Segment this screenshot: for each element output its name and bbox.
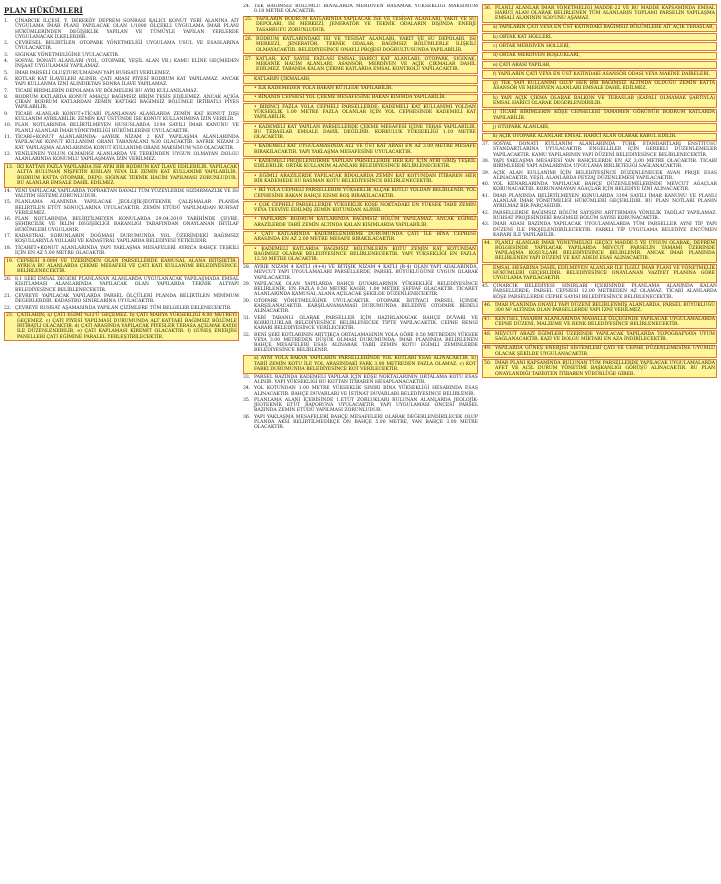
plan-note-number: 12.	[4, 151, 12, 157]
plan-note-text: ÇEVREYE RUHSAT AŞAMASINDA YAPILAN ÇİZİMLERE TÜM BELGELER EKLENECEKTİR.	[15, 305, 232, 311]
plan-note-item	[243, 4, 478, 15]
plan-note-text: e) ÇATI ARASI YAPILAR,	[493, 62, 551, 68]
plan-note-text: PLANLI ALANLAR İMAR YÖNETMELİĞİ MADDE-22 VE BU MADDE KAPSAMINDA EMSAL HARİCİ ALAN OLARAK BELİRLENEN TÜM ALANLARIN TOPLAMI PARSELİN YAPILAŞMA EMSALİ ALANININ %30'UNU AŞAMAZ.	[495, 5, 715, 22]
plan-note-text: İMAR PARSELİ OLUŞTURULMADAN YAPI RUHSATI VERİLEMEZ.	[15, 70, 171, 76]
plan-note-text: PLAN NOTLARINDA BELİRTİLMEYEN KONULARDA 29.04.2019 TARİHİNDE ÇEVRE, ŞEHİRCİLİK VE İKLİM DEĞİŞİKLİĞİ BAKANLIĞI TARAFINDAN ONAYLANAN İHTİLAF HÜKÜMLERİ UYGULANIR.	[15, 217, 239, 233]
plan-note-number: 21.	[4, 293, 12, 299]
plan-note-number: 23.	[6, 313, 14, 319]
plan-note-item	[243, 16, 478, 35]
plan-note-text: PLANLAMA ALANINDA YAPILACAK JEOLOJİK-JEOTEKNİK ÇALIŞMALAR PLANDA BELİRTİLEN ETÜT SONUÇLARINA UYULACAKTIR. ZEMİN ETÜDÜ YAPILMADAN RUHSAT VERİLEMEZ.	[15, 200, 239, 216]
plan-note-item	[4, 277, 239, 293]
plan-note-item	[243, 231, 478, 245]
plan-note-text: ÇATILARIN; a) ÇATI EĞİMİ %33'Ü GEÇEMEZ. b) ÇATI MAHYA YÜKSEKLİĞİ 4.00 METREYİ GEÇEMEZ. c) ÇATI PİYESİ YAPILMASI DURUMUNDA ALT KATTAKİ BAĞIMSIZ BÖLÜMLE İRTİBATLI OLACAKTIR. d) ÇATI ARASINDA YAPILACAK PİYESLER TERASA AÇILMAK KAYDI İLE DÜZENLENEBİLİR. e) ÇATI KAPLAMASI KİREMİT OLACAKTIR. f) GÜNEŞ ENERJİSİ PANELLERİ ÇATI EĞİMİNE PARALEL YERLEŞTİRİLECEKTİR.	[17, 313, 237, 340]
plan-note-item	[243, 355, 478, 374]
plan-note-text: SOSYAL DONATI ALANLARI (YOL, OTOPARK, YEŞİL ALAN VB.) KAMU ELİNE GEÇMEDEN İNŞAAT UYGULAMASI YAPILAMAZ.	[15, 59, 239, 70]
plan-note-number: 20.	[4, 277, 12, 283]
plan-note-number: 24.	[243, 4, 251, 9]
plan-note-item	[243, 216, 478, 230]
plan-note-text: İMAR ADASI BAZINDA YAPILACAK UYGULAMALARDA TÜM PARSELLER AYNI TİP YAPI DÜZENİ İLE PROJELENDİRİLECEKTİR. FARKLI TİP UYGULAMA BELEDİYE ENCÜMEN KARARI İLE YAPILABİLİR.	[493, 222, 717, 238]
plan-note-text: KOTLAR KAT İLAVELERİ ALINIR. ÇATI ARASI PİYESİ BODRUM KAT YAPILAMAZ. ANCAK YAPI KULLANMA İZNİ ALINDIKTAN SONRA İLAVE YAPILAMAZ.	[15, 76, 239, 88]
plan-note-item	[4, 200, 239, 216]
plan-note-item	[482, 359, 717, 378]
plan-note-item	[243, 123, 478, 142]
plan-note-number: 6.	[4, 76, 9, 82]
plan-note-number: 14.	[4, 188, 12, 194]
plan-note-item	[482, 80, 717, 94]
plan-note-item	[243, 375, 478, 386]
plan-note-item	[243, 398, 478, 414]
plan-note-item	[4, 306, 239, 311]
plan-note-text: SIĞINAK YÖNETMELİĞİNE UYULACAKTIR.	[15, 52, 120, 58]
plan-note-item	[243, 35, 478, 54]
plan-note-item	[4, 77, 239, 88]
plan-note-text: YENİ YAPILACAK YAPILARDA TOPRAKTAN DAVALI TÜM YÜZEYLERDE SIZDIRMAZLIK VE ISI YALITIM SİSTEMİ ZORUNLUDUR.	[15, 188, 239, 199]
plan-note-item	[482, 159, 717, 170]
plan-note-number: 4.	[4, 59, 9, 65]
plan-note-text: b) ORTAK KAT HOLLERİ,	[493, 34, 553, 40]
plan-note-text: d) ORTAK MERDİVEN BOŞLUKLARI,	[493, 53, 581, 59]
plan-note-number: 13.	[6, 164, 14, 170]
plan-note-text: • İLK KADEMEDEN YOLA BAKAN KÜTLEDE YAPILABİLİR.	[254, 86, 393, 92]
plan-note-item	[243, 316, 478, 332]
plan-note-item	[243, 265, 478, 281]
plan-note-number: 15.	[4, 200, 12, 206]
plan-note-text: TİCARET+KONUT ALANLARINDA YAPI YAKLAŞMA MESAFELERİ AYRICA BAHÇE TEŞKİLİ İÇİN EN AZ 5.00 METRE OLACAKTIR.	[15, 245, 239, 256]
plan-note-number: 7.	[4, 88, 9, 94]
plan-note-item	[4, 246, 239, 257]
plan-note-text: KATLAR: KAT SAYISI FAZLASI EMSAL HARİCİ KAT ALANLARI; OTOPARK, SIĞINAK, MEKANİK HACİM ALANLARI, ASANSÖR, MERDİVEN VE AÇIK ÇIKMALAR DAHİL EDİLMEZ. TABANDA KALAN ÇEKME KATLARDA EMSAL KONTROLÜ YAPILACAKTIR.	[256, 56, 476, 73]
plan-note-number: 38.	[482, 158, 490, 164]
plan-note-number: 43.	[482, 222, 490, 228]
plan-note-item	[482, 94, 717, 108]
plan-note-number: 28.	[243, 264, 251, 270]
plan-note-item	[4, 59, 239, 70]
plan-note-item	[482, 239, 717, 263]
plan-note-item	[243, 172, 478, 186]
plan-note-number: 39.	[482, 170, 490, 176]
plan-note-text: c) ORTAK MERDİVEN HOLLERİ,	[493, 43, 571, 49]
plan-note-text: EMSAL HESABINA DAHİL EDİLMEYEN ALANLAR İLE İLGİLİ İMAR PLANI VE YÖNETMELİK HÜKÜMLERİ GEÇERLİDİR. BELEDİYESİNCE ONAYLANAN VAZİYET PLANINA GÖRE UYGULAMA YAPILACAKTIR.	[493, 265, 715, 282]
plan-note-item	[482, 316, 717, 330]
plan-note-item	[243, 75, 478, 83]
plan-note-item	[243, 282, 478, 298]
plan-note-number: 17.	[4, 233, 12, 239]
plan-note-text: KATLARIN ÇIKMALARI;	[254, 76, 311, 82]
document-title: PLAN HÜKÜMLERİ	[4, 6, 84, 15]
plan-note-text: YOL KOTUNDAN 1.00 METRE YÜKSEKLİK SINIRI BİNA YÜKSEKLİĞİ HESABINDA ESAS ALINACAKTIR. BAHÇE DUVARLARI VE İSTİNAT DUVARLARI BELEDİYESİNCE BELİRLENİR.	[254, 386, 478, 397]
plan-note-text: k) AÇIK OTOPARK ALANLARI EMSAL HARİCİ ALAN OLARAK KABUL EDİLİR.	[493, 134, 677, 140]
plan-note-text: YAPILARIN BODRUM KATLARINDA YAPILACAK İSE VE TESİSAT ALANLARI, YAKIT VE SU DEPOLARI, ISI MERKEZİ, JENERATÖR VE TEKNİK ODALARIN DIŞINDA ENERJİ TASARRUFU ZORUNLUDUR.	[256, 17, 476, 33]
plan-note-item	[243, 55, 478, 74]
plan-note-number: 36.	[243, 414, 251, 420]
plan-note-number: 50.	[484, 360, 492, 366]
plan-note-number: 1.	[4, 19, 9, 24]
plan-note-text: BODRUM KATLARDA KONUT AMAÇLI BAĞIMSIZ BİRİM TESİS EDİLEMEZ. ANCAK AÇIĞA ÇIKAN BODRUM KATLARDAN ZEMİN KATTAKİ BAĞIMSIZ BÖLÜMLE İRTİBATLI PİYES YAPILABİLİR.	[15, 94, 239, 111]
plan-note-item	[482, 61, 717, 69]
plan-note-number: 45.	[482, 284, 490, 290]
plan-note-number: 29.	[243, 281, 251, 287]
plan-note-item	[4, 294, 239, 305]
plan-note-text: • YAPILARIN BODRUM KATLARINDA BAĞIMSIZ BÖLÜM YAPILAMAZ. ANCAK EĞİMLİ ARAZİLERDE TABİİ ZEMİN ALTINDA KALAN KISIMLARDA YAPILABİLİR.	[254, 217, 476, 228]
plan-note-number: 5.	[4, 70, 9, 76]
plan-note-item	[482, 123, 717, 131]
plan-note-text: SOSYAL DONATI KULLANIM ALANLARINDA TÜRK STANDARTLARI ENSTİTÜSÜ STANDARTLARINA UYULACAKTIR. ENGELLİLER İÇİN GEREKLİ DÜZENLEMELER YAPILACAKTIR. KAMU YAPILARININ YAPI DÜZENİ BELEDİYESİNCE BELİRLENECEKTİR.	[493, 142, 717, 158]
plan-note-item	[4, 217, 239, 233]
plan-note-item	[482, 345, 717, 359]
plan-note-item	[482, 52, 717, 60]
plan-note-text: TİCARİ+KONUT ALANLARINDA; aAYRIK NİZAM 2 KAT YAPILAŞMA ALANLARINDA YAPILACAK KONUT KULLANIMI ORANI TABANALANI %30 OLACAKTIR. bAYRIK NİZAM 3 KAT YAPILAŞMA ALANLARINDA KONUT KULLANIMI ORANI MAKSİMUM %50 OLACAKTIR.	[15, 134, 239, 151]
plan-note-item	[482, 70, 717, 78]
plan-note-text: İMAR PLANINDA BELİRTİLMEYEN KONULARDA 3194 SAYILI İMAR KANUNU VE PLANLI ALANLAR İMAR YÖNETMELİĞİ HÜKÜMLERİ GEÇERLİDİR. BU PLAN NOTLARI PLANIN AYRILMAZ BİR PARÇASIDIR.	[493, 193, 717, 210]
plan-note-item	[4, 41, 239, 52]
column-3	[482, 4, 717, 882]
plan-note-number: 44.	[484, 240, 492, 246]
plan-note-number: 32.	[243, 332, 251, 338]
plan-note-text: TİCARİ BİRİMLERİN DEPOLAMA VE BÖLMELERİ BU AYRI KULLANILAMAZ.	[15, 88, 199, 94]
plan-note-text: YAPI YAKLAŞMA MESAFELERİ BAHÇE MESAFELERİ OLARAK DEĞERLENDİRİLECEK OLUP PLANDA AKSİ BELİRTİLMEDİKÇE ÖN BAHÇE 5.00 METRE, YAN BAHÇE 3.00 METRE OLACAKTIR.	[254, 414, 478, 431]
plan-note-text: PLAN NOTLARINDA BELİRTİLMEYEN HUSUSLARDA 3194 SAYILI İMAR KANUNU VE PLANLI ALANLAR İMAR YÖNETMELİĞİ HÜKÜMLERİNE UYULACAKTIR.	[15, 123, 239, 134]
plan-note-item	[482, 301, 717, 315]
plan-note-number: 46.	[484, 302, 492, 308]
plan-note-text: OTOPARK YÖNETMELİĞİNE UYULACAKTIR. OTOPARK İHTİYACI PARSEL İÇİNDE KARŞILANACAKTIR. KARŞILANAMAMASI DURUMUNDA BELEDİYE OTOPARK BEDELİ ALINACAKTIR.	[254, 298, 478, 315]
plan-note-text: YAPILARDA GÜNEŞ ENERJİSİ SİSTEMLERİ ÇATI VE CEPHE DÜZENLEMESİNE UYUMLU OLACAK ŞEKİLDE UYGULANACAKTIR.	[495, 346, 715, 357]
column-3-items	[482, 4, 717, 378]
plan-note-item	[4, 189, 239, 200]
plan-note-text: • KADEMELİ PROJELENDİRME YAPILAN PARSELLERDE HER KAT İÇİN AYRI GİRİŞ TEŞKİL EDİLEBİLİR. ORTAK KULLANIM ALANLARI BELEDİYESİNCE BELİRLENECEKTİR.	[254, 159, 476, 170]
plan-note-text: • BİRİNCİ FAZLA YOLA CEPHELİ PARSELLERDE; KADEMELİ KAT KULLANIMI YOLDAN YÜKSEKLİK 1.00 METRE FAZLA OLANLAR İÇİN YOL CEPHESİNDE KADEMELİ KAT YAPILABİLİR.	[254, 104, 476, 121]
plan-note-text: • EĞİMLİ ARAZİLERDE YAPILACAK BİNALARDA ZEMİN KAT KOTUNDAN İTİBAREN HER BİR KADEMEDE SU BASMAN KOTU BELEDİYESİNCE BELİRLENECEKTİR.	[254, 173, 476, 184]
plan-note-text: TİCARİ ALANLAR KONUT+TİCARİ PLANLANAN ALANLARDA ZEMİN KAT KONUT DIŞI KULLANIM AYRILABİLİR. ZEMİN KAT ÜSTÜNDE İSE KONUT KULLANIMINA İZİN VERİLİR.	[15, 111, 239, 123]
plan-note-number: 34.	[243, 386, 251, 392]
plan-note-text: a) AYNI YOLA BAKAN YAPILARIN PARSELLERİNDE YOL KOTLARI ESAS ALINACAKTIR. b) TABİİ ZEMİN KOTU İLE YOL ARASINDAKİ FARK 3.00 METREDEN FAZLA OLAMAZ. c) KOT FARKI DURUMUNDA BELEDİYESİNCE KOT VERİLECEKTİR.	[254, 356, 476, 372]
plan-note-item	[243, 299, 478, 315]
plan-note-number: 19.	[6, 258, 14, 264]
plan-note-text: MEVCUT ARAZİ EĞİMLERİ ÜZERİNDE YAPILACAK YAPILARDA TOPOĞRAFYAYA UYUM SAĞLANACAKTIR. KAZI VE DOLGU MİKTARI EN AZA İNDİRİLECEKTİR.	[495, 331, 715, 343]
plan-note-item	[243, 158, 478, 172]
plan-note-item	[482, 182, 717, 193]
plan-note-text: PLANLI ALANLAR İMAR YÖNETMELİĞİ GEÇİCİ MADDE-5 YE UYGUN OLARAK; DEPREM BÖLGESİNDE YAPILACAK YAPILARDA MEVCUT PARSELİN TAMAMI ÜZERİNDE YAPILAŞMA KOŞULLARI BELEDİYESİNCE BELİRLENİR. ANCAK İMAR PLANINDA BELİRLENEN YAPI DÜZENİ VE KAT ADEDİ ESAS ALINACAKTIR.	[495, 240, 715, 262]
plan-note-text: CEPHESİ 9.00M VE ÜZERİNDEN OLAN PARSELLERDE KAMUSAL ALANA BİTİŞİKTİR. AYRICA BU ALANLARDA ÇEKME MESAFESİ VE ÇATI KATI KULLANIMI BELEDİYESİNCE BELİRLENECEKTİR.	[17, 258, 237, 275]
plan-note-number: 41.	[482, 193, 490, 199]
plan-note-text: ÇİNARCIK İLÇESİ, Y. DEREKÖY DEPREM SONRASI KALICI KONUT YERİ ALANINA AİT UYGULAMA İMAR PLANI YAPILACAK OLAN 1/1000 ÖLÇEKLİ UYGULAMA İMAR PLANI HÜKÜMLERİNDEN DEĞİŞİKLİK YAPILAN VE TÜMÜYLE YAPILAN YERLERDE UYGULANACAK İLKELERDİR.	[15, 19, 239, 40]
plan-note-text: j) OTOPARK ALANLARI,	[493, 124, 550, 130]
plan-note-text: PLANLAMA ALANI İÇERİSİNDE 1.ETÜT ZORLUKLARI BULUNAN ALANLARDA JEOLOJİK-JEOTEKNİK ETÜT RAPORUNA UYULACAKTIR. YAPI UYGULAMASI ÖNCESİ PARSEL BAZINDA ZEMİN ETÜDÜ YAPILMASI ZORUNLUDUR.	[254, 397, 478, 414]
plan-note-item	[482, 330, 717, 344]
plan-note-number: 49.	[484, 346, 492, 352]
plan-note-text: f) YAPILARIN ÇATI VEYA EN ÜST KATINDAKİ ASANSÖR ODASI VEYA MAKİNE DAİRELERİ,	[493, 71, 711, 77]
plan-note-item	[243, 245, 478, 264]
plan-note-number: 47.	[484, 317, 492, 323]
plan-note-item	[4, 53, 239, 58]
plan-note-text: • İKİ YOLA CEPHELİ PARSELLERDE YÜKSEKLİK ALÇAK KOTLU YOLDAN BELİRLENİR. YOL CEPHESİNE BAKAN BAHÇE KISMI BOŞ BIRAKILACAKTIR.	[254, 188, 476, 199]
plan-note-text: • KADEMELİ KAT UYGULAMASINDA ALT VE ÜST KAT ARASI EN AZ 3.00 METRE MESAFE BIRAKILACAKTIR. YAPI YAKLAŞMA MESAFESİNE UYULACAKTIR.	[254, 144, 476, 155]
plan-note-item	[482, 24, 717, 32]
plan-note-item	[482, 194, 717, 210]
plan-note-text: İMAR PLANI KAPSAMINDA BULUNAN TÜM PARSELLERDE YAPILACAK UYGULAMALARDA AFET VE ACİL DURUM YÖNETİMİ BAŞKANLIĞI GÖRÜŞÜ ALINACAKTIR. BU PLAN ONAYLANDIĞI TARİHTEN İTİBAREN YÜRÜRLÜĞE GİRER.	[495, 360, 715, 377]
plan-note-text: KADASTRAL SORUNLARIN DOĞMASI DURUMUNDA YOL ÜZERİNDEKİ BAĞIMSIZ KOŞULLARIYLA YOLLARI VE KADASTRAL YAPILARDA BELEDİYESİ YETKİLİDİR.	[15, 233, 239, 245]
plan-note-number: 37.	[482, 142, 490, 148]
plan-note-item	[482, 42, 717, 50]
plan-note-item	[243, 85, 478, 93]
plan-note-text: AÇIK ALAN KULLANIMI İÇİN BELEDİYESİNCE DÜZENLENECEK AVAN PROJE ESAS ALINACAKTIR. YEŞİL ALANLARDA PEYZAJ DÜZENLEMESİ YAPILACAKTIR.	[493, 170, 717, 181]
plan-note-text: BODRUM KATLARINDAKİ İSİ VE TESİSAT ALANLARI, YAKIT VE SU DEPOLARI, ISI MERKEZİ, JENERATÖR, TEKNİK ODALAR; BAĞIMSIZ BÖLÜMLERLE İLİŞKİLİ OLMAYACAKTIR. BELEDİYESİNCE ONAYLI PROJESİ DOĞRULTUSUNDA YAPILABİLİR.	[256, 36, 476, 53]
plan-note-number: 30.	[243, 298, 251, 304]
plan-note-text: PARSELLERDE BAĞIMSIZ BÖLÜM SAYISINI ARTTIRMAYA YÖNELİK TADİLAT YAPILAMAZ. RUHSAT PROJESİNDEKİ BAĞIMSIZ BÖLÜM SAYISI KORUNACAKTIR.	[493, 210, 717, 221]
plan-note-text: KENTSEL TASARIM ALANLARINDA MAHALLE ÖLÇEĞİNDE YAPILACAK UYGULAMALARDA CEPHE DÜZENİ, MALZEME VE RENK BELEDİYESİNCE BELİRLENECEKTİR.	[495, 317, 715, 328]
plan-note-text: ÇINARCIK BELEDİYESİ SINIRLARI İÇERİSİNDE PLANLAMA ALANINDA KALAN PARSELLERDE; PARSEL CEPHESİ 12.00 METREDEN AZ OLAMAZ. TİCARİ ALANLARDA KÖŞE PARSELLERDE CEPHE SAYISI BELEDİYESİNCE BELİRLENECEKTİR.	[493, 284, 717, 300]
plan-note-number: 22.	[4, 305, 12, 311]
plan-note-text: YENİLENEN YOLUN OLMADIĞI ALANLARDA VE TERKİNDEN UYGUN OLMAYAN DOLGU ALANLARINDA KONUMLU YAPILAŞMAYA İZİN VERİLMEZ.	[15, 151, 239, 163]
plan-note-text: • ÇATI KATLARINDA KADEMELENDİRME DURUMUNDA ÇATI İLE BİNA CEPHESİ ARASINDA EN AZ 2.00 METRE MESAFE BIRAKILACAKTIR.	[254, 232, 476, 243]
plan-note-text: h) YAPI AÇIK ÇIKMA OLARAK BALKON VE TERASLAR (KAPALI OLMAMAK ŞARTIYLA) EMSAL HARİCİ OLARAK DEĞERLENDİRİLİR.	[493, 95, 715, 107]
plan-note-number: 35.	[243, 397, 251, 403]
plan-note-item	[4, 95, 239, 111]
column-1	[4, 4, 239, 882]
plan-note-number: 33.	[243, 374, 251, 380]
plan-note-number: 36.	[484, 5, 492, 11]
plan-note-text: YAPI YAKLAŞMA MESAFESİ YAN BAHÇELERDE EN AZ 3.00 METRE OLACAKTIR. TİCARİ BİRİMLERDE YAPI ADALARINDA UYGULAMA BİRLİKTELİĞİ SAĞLANACAKTIR.	[493, 158, 717, 170]
plan-note-text: • ÇOK CEPHELİ PARSELLERDE YÜKSEKLİK KÖŞE NOKTADAKİ EN YÜKSEK TABİİ ZEMİN VEYA TESVİYE EDİLMİŞ ZEMİN KOTUNDAN ALINIR.	[254, 202, 476, 214]
plan-note-text: ÇEVRESEL BELİRTİLEN OTOPARK YÖNETMELİĞİ UYGULAMA USUL VE ESASLARINA UYULACAKTIR.	[15, 41, 239, 52]
plan-note-item	[482, 4, 717, 23]
column-2	[243, 4, 478, 882]
plan-note-number: 48.	[484, 331, 492, 337]
plan-note-item	[482, 171, 717, 182]
plan-note-number: 3.	[4, 52, 9, 58]
plan-note-text: PARSEL BAZINDA KADEMELİ YAPILAR İÇİN KÖŞE NOKTALARININ ORTALAMA KOTU ESAS ALINIR. YAPI YÜKSEKLİĞİ BU KOTTAN İTİBAREN HESAPLANACAKTIR.	[254, 374, 478, 385]
plan-note-number: 2.	[4, 41, 9, 47]
plan-note-item	[243, 201, 478, 215]
plan-note-number: 42.	[482, 210, 490, 216]
plan-note-text: • BİNANIN CEPHESİ YOL ÇEKME MESAFESİNE BAKAN KISIMDA YAPILABİLİR.	[254, 95, 447, 101]
plan-note-text: • KADEMELİ KATLARDA BAĞIMSIZ BÖLÜMLERİN KOTU ZEMİN KAT KOTUNDAN BAĞIMSIZ OLARAK BELEDİYESİNCE BELİRLENECEKTİR. YAPI YÜKSEKLİĞİ EN FAZLA 12.50 METRE OLACAKTIR.	[254, 246, 476, 263]
plan-note-number: 31.	[243, 315, 251, 321]
plan-note-item	[4, 135, 239, 151]
plan-note-item	[4, 112, 239, 123]
plan-note-item	[4, 123, 239, 134]
plan-note-text: BENİ ŞEKİ KOTLARININ ARTTIKÇA ORTALAMASININ YOLA GÖRE 0.50 METREDEN YÜKSEK VEYA 3.00 METREDEN DÜŞÜK OLMASI DURUMUNDA; İMAR PLANINDA BELİRLENEN BAHÇE MESAFELERİ ESAS ALINARAK TABİİ ZEMİN KOTU EĞİMLİ ZEMİNLERDE BELEDİYESİNCE BELİRLENİR.	[254, 332, 478, 354]
plan-note-item	[243, 143, 478, 157]
plan-note-text: a) YAPILARIN ÇATI VEYA EN ÜST KATINDAKİ BAĞIMSIZ BÖLÜMLERE AİT AÇIK TERASLAR,	[493, 25, 714, 31]
plan-note-text: • KADEMELİ KAT YAPILAN PARSELLERDE ÇEKME MESAFESİ İÇİNE TERAS YAPILABİLİR. BU TERASLAR EMSALE DAHİL DEĞİLDİR. KORKULUK YÜKSEKLİĞİ 1.10 METRE OLACAKTIR.	[254, 124, 476, 141]
plan-note-item	[4, 19, 239, 40]
plan-note-item	[4, 234, 239, 245]
plan-note-item	[482, 109, 717, 123]
plan-note-item	[243, 103, 478, 122]
plan-note-text: İMAR PLANINDA ONAYLI YAPI DÜZENİ BELİRLENMİŞ ALANLARDA, PARSEL BÜYÜKLÜĞÜ 300 M² ALTINDA OLAN PARSELLERDE YAPI İZNİ VERİLMEZ.	[495, 302, 715, 313]
plan-note-text: 8.1 SEKİ EMSAL DEĞERİ PLANLANAN ALANLARDA UYGULANACAK YAPILAŞMADA EMSAL KISITLAMASI ALANLARINDA YAPILACAK OLAN YAPILARDA TEKNİK ALTYAPI BELEDİYESİNCE BELİRLENECEKTİR.	[15, 277, 239, 293]
plan-note-item	[482, 33, 717, 41]
plan-note-item	[243, 333, 478, 354]
plan-note-text: VERİ TABANLI OLARAK PARSELLER İÇİN HAZIRLANACAK BAHÇE DUVARI VE KORKULUKLAR BELEDİYESİNCE BELİRLENECEK TİPTE YAPILACAKTIR. CEPHE RENGİ KARARI BELEDİYESİNCE VERİLECEKTİR.	[254, 315, 478, 332]
plan-note-item	[4, 257, 239, 276]
column-1-items	[4, 19, 239, 341]
plan-note-text: YOL KENARLARINDA YAPILACAK BAHÇE DÜZENLEMELERİNDE MEVCUT AĞAÇLAR KORUNACAKTIR. KORUNAMAYAN AĞAÇLAR İÇİN BELEDİYE İZNİ ALINACAKTIR.	[493, 182, 717, 193]
plan-note-item	[482, 264, 717, 283]
plan-note-item	[243, 415, 478, 431]
plan-note-item	[243, 386, 478, 397]
plan-note-number: 40.	[482, 182, 490, 188]
plan-note-number: 18.	[4, 245, 12, 251]
plan-note-number: 26.	[245, 36, 253, 42]
plan-note-number: 27.	[245, 56, 253, 62]
plan-note-text: YAPILACAK OLAN YAPILARDA BAHÇE DUVARLARININ YÜKSEKLİĞİ BELEDİYESİNCE BELİRLENİR. EN FAZLA 0.50 METRE KAGİR, 1.00 METRE ŞEFFAF OLACAKTIR. TİCARET ALANLARINDA KAMUSAL ALANA AÇILACAK ŞEKİLDE DÜZENLENECEKTİR.	[254, 281, 478, 298]
column-2-items	[243, 4, 478, 431]
plan-note-number: 9.	[4, 111, 9, 117]
plan-note-item	[243, 94, 478, 102]
plan-note-item	[4, 152, 239, 163]
plan-note-item	[4, 71, 239, 76]
plan-note-text: İKİ KATTAN FAZLA YAPILARDA İSE AYRI BİR BODRUM KAT İLAVE EDİLEBİLİR. YAPILACAK ALTTA BULUNAN NİŞPETİN KISILAN YEVA İLE ZEMİN KAT KULLANIMI YAPILABİLİR. BODRUM KATTA OTOPARK, DEPO, SIĞINAK TEKNİK HACİM YAPILMASI ZORUNLUDUR. BU ALANLAR EMSALE DAHİL EDİLMEZ.	[17, 164, 237, 186]
plan-note-text: ÇEVREYE YAPILACAK YAPILARDA PARSEL ÖLÇÜLERİ PLANDA BELİRTİLEN MİNİMUM DEĞERLERDİR. KADASTRO SINIRLARINA UYULACAKTIR.	[15, 293, 239, 305]
plan-note-item	[482, 222, 717, 238]
plan-note-item	[482, 211, 717, 222]
plan-note-item	[4, 163, 239, 187]
plan-note-item	[4, 89, 239, 94]
plan-note-number: 25.	[245, 17, 253, 23]
plan-note-text: AYRIK NİZAM 4 KATLI (4+4) VE BİTİŞİK NİZAM 4 KATLI (B-4) OLAN YAPI ADALARINDA, MEVCUT YAPI UYGULAMALARI PARSELLERDE, PARSEL BÜYÜKLÜĞÜNE UYGUN OLARAK YAPILACAKTIR.	[254, 264, 478, 281]
plan-note-number: 16.	[4, 217, 12, 223]
plan-note-number: 8.	[4, 94, 9, 100]
plan-note-item	[243, 187, 478, 201]
plan-note-number: 11.	[4, 134, 12, 140]
plan-note-item	[482, 133, 717, 141]
plan-note-text: TEK BAĞIMSIZ BOLUMLÜ BİNALARDA MERDİVEN BASAMAK YÜKSEKLİĞİ MAKSİMUM 0.18 METRE OLACAKTIR.	[254, 4, 478, 15]
plan-note-item	[4, 312, 239, 341]
plan-note-item	[482, 142, 717, 158]
plan-note-text: i) TİCARİ BİRİMLERİN KÖŞE CEPHELERİ TAMAMEN GÖRÜNÜR BODRUM KATLARDA YAPILABİLİR.	[493, 110, 715, 121]
plan-note-number: 10.	[4, 123, 12, 129]
plan-note-item	[482, 284, 717, 300]
plan-note-text: g) TEK YAPI KULLANIMI OLUP HER BİR BAĞIMSIZ ALTINDA OLDUĞU ZEMİN KATTA ASANSÖR VE MERDİVEN ALANLARI EMSALE DAHİL EDİLMEZ.	[493, 81, 715, 92]
